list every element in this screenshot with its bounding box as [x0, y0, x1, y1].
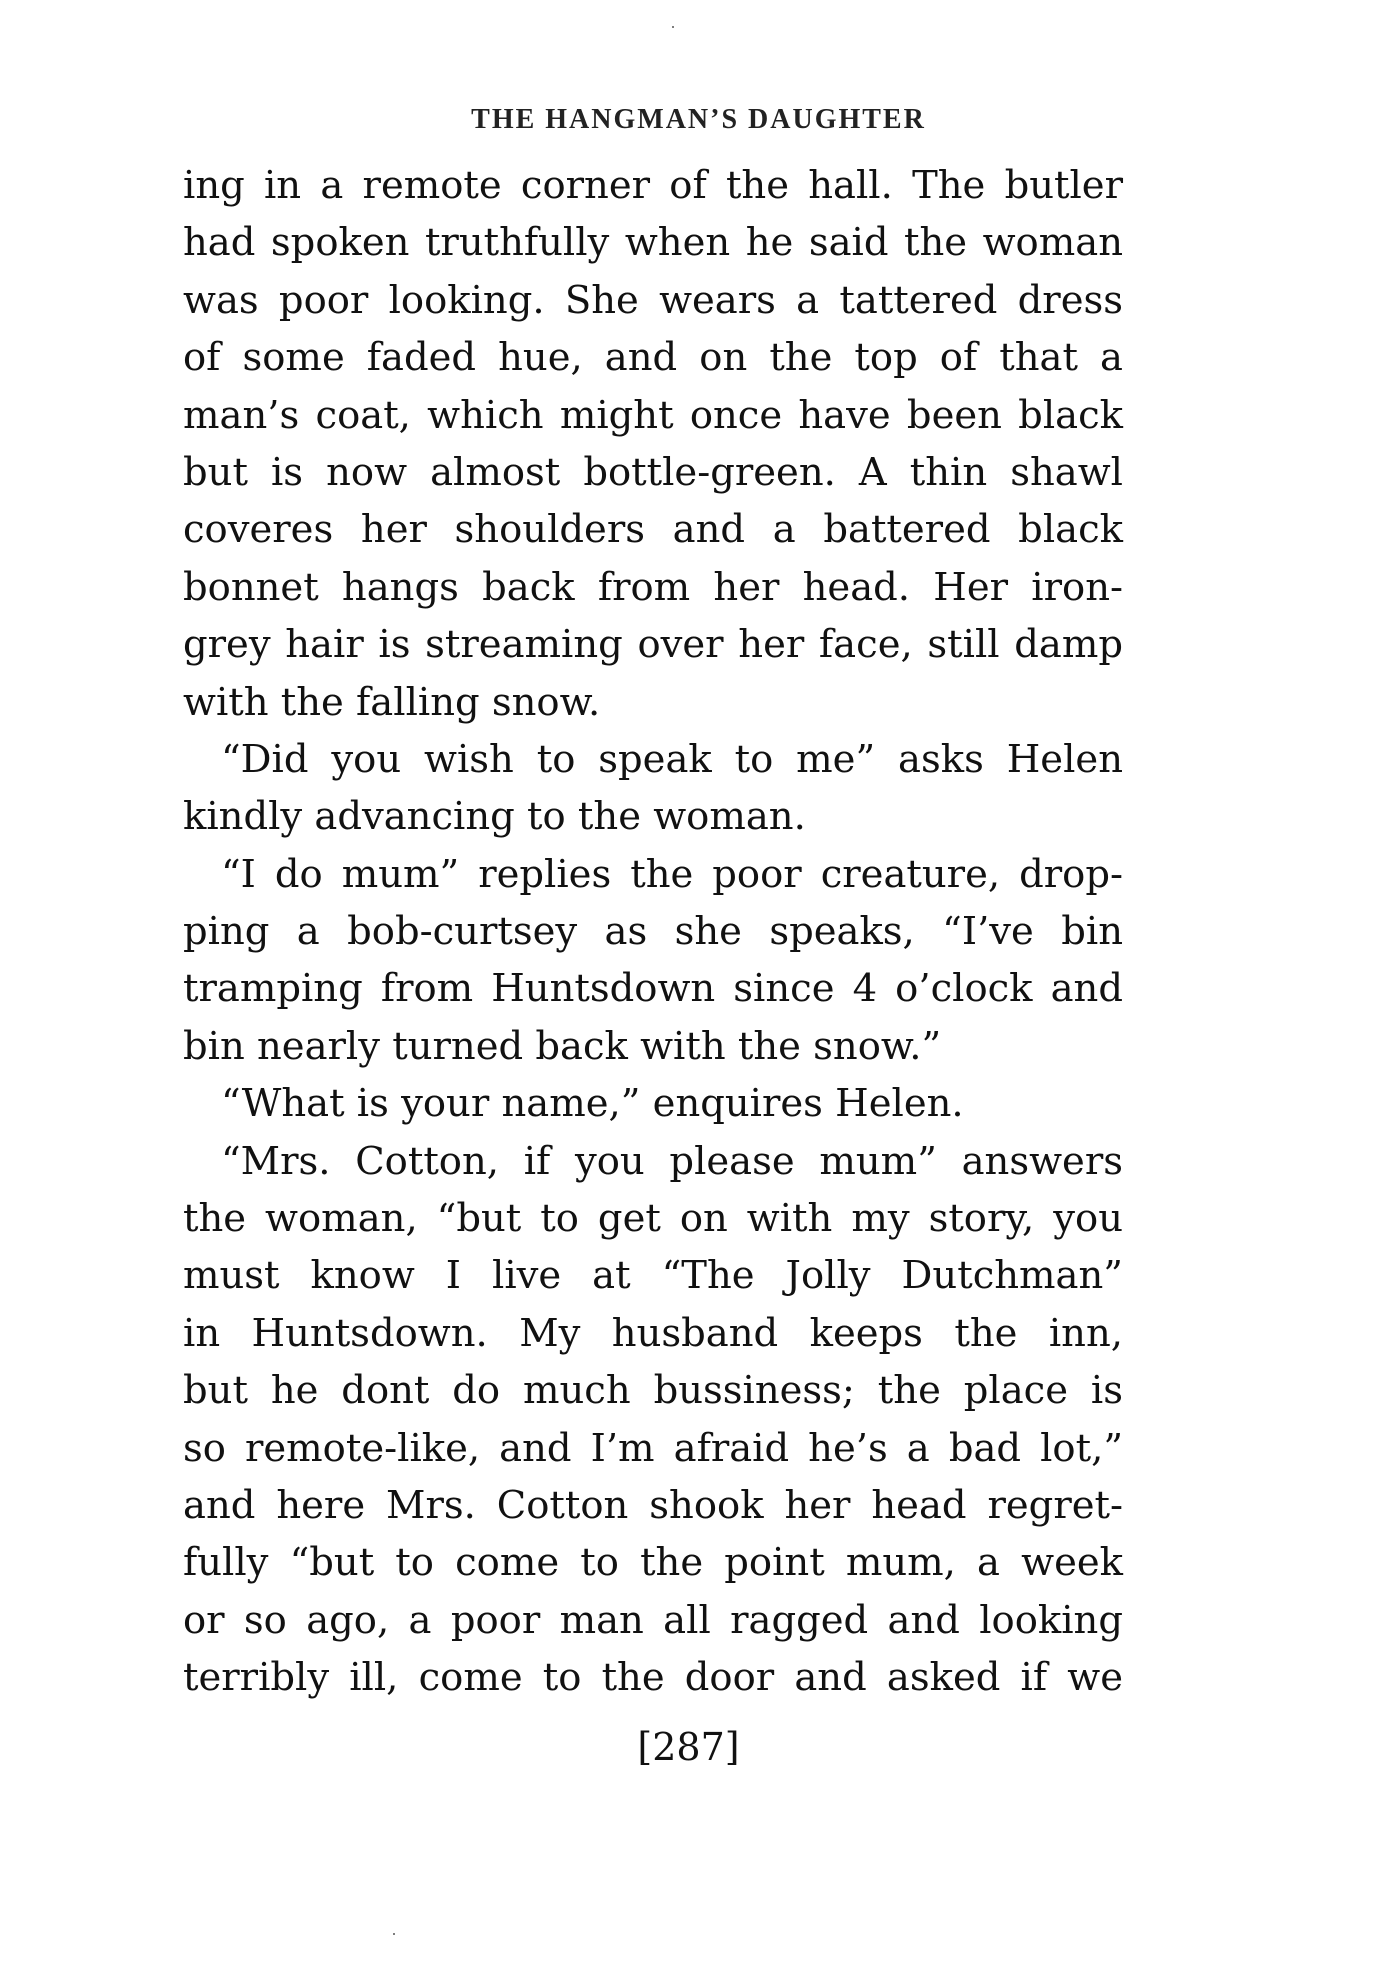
text-line: grey hair is streaming over her face, still damp	[183, 622, 1123, 668]
text-line: “Did you wish to speak to me” asks Helen	[221, 736, 1123, 782]
text-line: terribly ill, come to the door and asked if we	[183, 1655, 1123, 1701]
text-line: so remote-like, and I’m afraid he’s a bad lot,”	[183, 1425, 1123, 1471]
text-line: man’s coat, which might once have been black	[183, 392, 1123, 438]
page-number: [287]	[637, 1725, 740, 1769]
text-line: kindly advancing to the woman.	[183, 794, 806, 840]
text-line: ing in a remote corner of the hall. The butler	[183, 163, 1123, 208]
text-line: must know I live at “The Jolly Dutchman”	[183, 1253, 1123, 1299]
text-line: in Huntsdown. My husband keeps the inn,	[183, 1310, 1123, 1356]
running-head: THE HANGMAN’S DAUGHTER	[471, 104, 926, 135]
body-text	[183, 157, 1123, 1707]
ink-speck	[672, 26, 674, 28]
text-line: was poor looking. She wears a tattered dress	[183, 277, 1123, 323]
text-line: but he dont do much bussiness; the place is	[183, 1368, 1123, 1414]
ink-speck	[393, 1933, 395, 1935]
text-line: of some faded hue, and on the top of that a	[183, 335, 1123, 381]
text-line: with the falling snow.	[183, 679, 601, 725]
text-line: “Mrs. Cotton, if you please mum” answers	[221, 1138, 1123, 1184]
text-line: ping a bob-curtsey as she speaks, “I’ve bin	[183, 909, 1123, 955]
text-line: tramping from Huntsdown since 4 o’clock and	[183, 966, 1123, 1012]
text-line: but is now almost bottle-green. A thin shawl	[183, 449, 1123, 495]
text-line: “What is your name,” enquires Helen.	[221, 1081, 964, 1127]
text-line: coveres her shoulders and a battered black	[183, 507, 1123, 553]
text-line: bin nearly turned back with the snow.”	[183, 1023, 942, 1069]
text-line: and here Mrs. Cotton shook her head regret-	[183, 1482, 1123, 1528]
text-line: fully “but to come to the point mum, a week	[183, 1540, 1123, 1586]
text-line: the woman, “but to get on with my story, you	[183, 1196, 1123, 1242]
text-line: “I do mum” replies the poor creature, drop-	[221, 851, 1123, 897]
text-line: bonnet hangs back from her head. Her iron-	[183, 564, 1123, 610]
text-line: or so ago, a poor man all ragged and looking	[183, 1597, 1123, 1643]
text-line: had spoken truthfully when he said the woman	[183, 220, 1123, 266]
